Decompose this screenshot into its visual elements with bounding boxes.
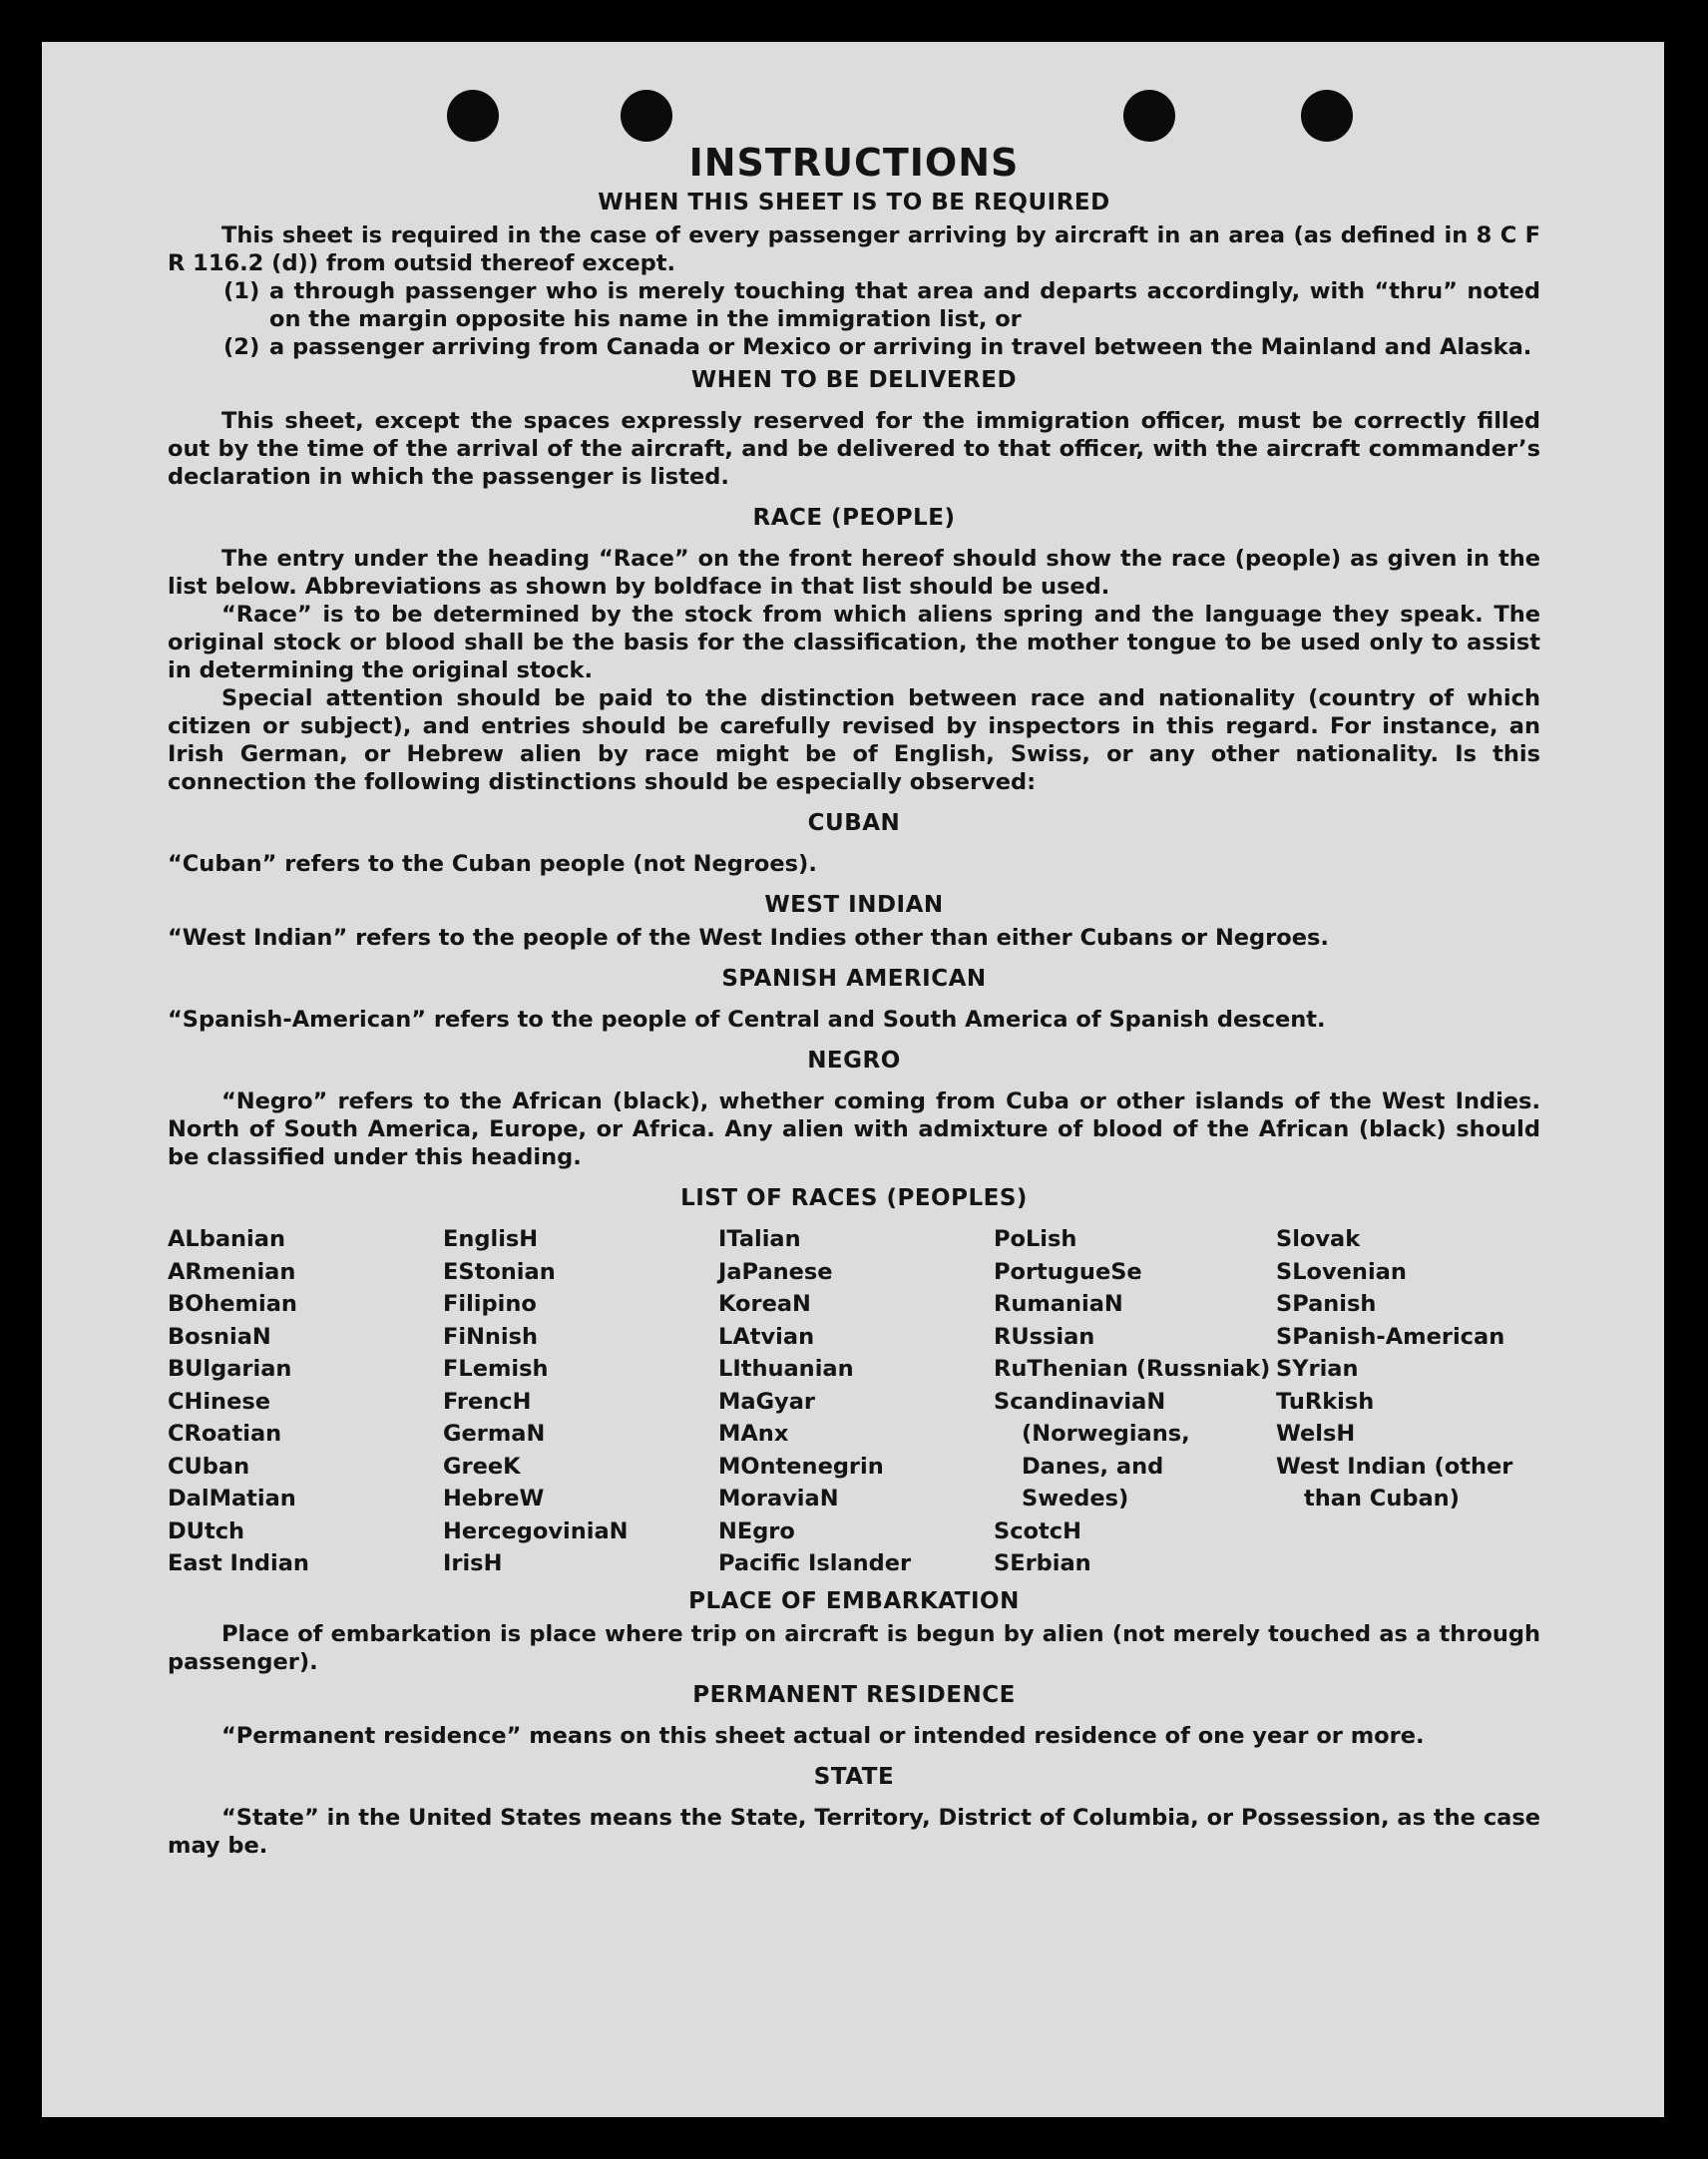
race-entry: MAnx xyxy=(718,1421,789,1447)
race-entry: BUlgarian xyxy=(168,1356,292,1382)
race-entry: EnglisH xyxy=(443,1226,539,1252)
race-entry: BOhemian xyxy=(168,1291,297,1317)
heading-when-required: WHEN THIS SHEET IS TO BE REQUIRED xyxy=(598,190,1110,216)
race-entry: RUssian xyxy=(994,1323,1095,1350)
races-column xyxy=(168,1223,443,1580)
punch-hole xyxy=(1123,90,1175,142)
punch-hole xyxy=(447,90,499,142)
race-entry: SYrian xyxy=(1276,1356,1359,1382)
heading-spanish-american: SPANISH AMERICAN xyxy=(721,966,987,992)
race-entry: SPanish-American xyxy=(1276,1323,1505,1350)
race-entry: CUban xyxy=(168,1453,250,1480)
race-paragraph: The entry under the heading “Race” on the front hereof should show the race (people) as given in the list below. Abbreviations as shown by boldface in that list should be used. xyxy=(168,546,1540,600)
race-entry: JaPanese xyxy=(718,1258,833,1285)
race-entry: IrisH xyxy=(443,1550,503,1576)
heading-permanent-residence: PERMANENT RESIDENCE xyxy=(692,1681,1016,1708)
race-entry: ALbanian xyxy=(168,1226,285,1252)
spanish-american-text: “Spanish-American” refers to the people of Central and South America of Spanish descent. xyxy=(168,1007,1326,1033)
race-entry: LAtvian xyxy=(718,1323,815,1350)
race-entry: GermaN xyxy=(443,1421,546,1447)
heading-list-of-races: LIST OF RACES (PEOPLES) xyxy=(680,1185,1028,1211)
negro-text: “Negro” refers to the African (black), whether coming from Cuba or other islands of the West Indies. North of South America, Europe, or Africa. Any alien with admixture of blood of the African (black) should be classified under this heading. xyxy=(168,1088,1540,1170)
required-intro: This sheet is required in the case of every passenger arriving by aircraft in an area (as defined in 8 C F R 116.2 (d)) from outsid thereof except. xyxy=(168,222,1540,276)
race-entry: FLemish xyxy=(443,1356,549,1382)
heading-embarkation: PLACE OF EMBARKATION xyxy=(688,1587,1020,1614)
race-entry: NEgro xyxy=(718,1517,795,1544)
race-entry: FrencH xyxy=(443,1388,532,1415)
heading-cuban: CUBAN xyxy=(807,810,901,836)
race-entry: ScotcH xyxy=(994,1517,1081,1544)
race-entry: RumaniaN xyxy=(994,1291,1123,1317)
document-sheet xyxy=(42,42,1664,2117)
race-entry: PortugueSe xyxy=(994,1258,1142,1285)
races-column xyxy=(994,1223,1276,1580)
race-entry: WelsH xyxy=(1276,1421,1356,1447)
race-entry: ARmenian xyxy=(168,1258,296,1285)
race-entry: KoreaN xyxy=(718,1291,811,1317)
race-entry: FiNnish xyxy=(443,1323,539,1350)
race-paragraph: Special attention should be paid to the distinction between race and nationality (country of which citizen or subject), and entries should be carefully revised by inspectors in this regard. For instance, an Irish German, or Hebrew alien by race might be of English, Swiss, or any other nationality. Is this connection the following distinctions should be especially observed: xyxy=(168,685,1540,795)
race-entry: CRoatian xyxy=(168,1421,282,1447)
race-entry: LIthuanian xyxy=(718,1356,854,1382)
race-entry: BosniaN xyxy=(168,1323,271,1350)
race-entry: TuRkish xyxy=(1276,1388,1375,1415)
races-column xyxy=(1276,1223,1540,1580)
race-paragraph: “Race” is to be determined by the stock from which aliens spring and the language they speak. The original stock or blood shall be the basis for the classification, the mother tongue to be used only to assist in determining the original stock. xyxy=(168,602,1540,683)
race-entry: EStonian xyxy=(443,1258,556,1285)
heading-negro: NEGRO xyxy=(807,1048,901,1074)
exception-item: (1) a through passenger who is merely touching that area and departs accordingly, with “thru” noted on the margin opposite his name in the immigration list, or xyxy=(223,278,1540,332)
state-text: “State” in the United States means the State, Territory, District of Columbia, or Possession, as the case may be. xyxy=(168,1804,1540,1859)
race-entry: GreeK xyxy=(443,1453,521,1480)
embarkation-text: Place of embarkation is place where trip on aircraft is begun by alien (not merely touched as a through passenger). xyxy=(168,1620,1540,1675)
races-column xyxy=(443,1223,718,1580)
race-entry: PoLish xyxy=(994,1226,1077,1252)
race-entry: CHinese xyxy=(168,1388,270,1415)
cuban-text: “Cuban” refers to the Cuban people (not Negroes). xyxy=(168,851,817,877)
race-entry: Filipino xyxy=(443,1291,537,1317)
races-list xyxy=(168,1223,1540,1580)
residence-text: “Permanent residence” means on this sheet actual or intended residence of one year or more. xyxy=(221,1722,1425,1749)
heading-race: RACE (PEOPLE) xyxy=(752,505,956,531)
west-indian-text: “West Indian” refers to the people of the West Indies other than either Cubans or Negroes. xyxy=(168,925,1329,951)
heading-state: STATE xyxy=(813,1763,895,1790)
race-entry: MoraviaN xyxy=(718,1486,839,1511)
punch-hole xyxy=(1301,90,1353,142)
race-entry: Pacific Islander xyxy=(718,1550,912,1576)
page-title: INSTRUCTIONS xyxy=(688,141,1020,185)
race-entry: ScandinaviaN (Norwegians, Danes, and Swedes) xyxy=(994,1388,1190,1511)
race-entry: SPanish xyxy=(1276,1291,1377,1317)
heading-when-delivered: WHEN TO BE DELIVERED xyxy=(690,367,1018,393)
exception-item: (2) a passenger arriving from Canada or Mexico or arriving in travel between the Mainland and Alaska. xyxy=(223,334,1532,360)
race-entry: SErbian xyxy=(994,1550,1091,1576)
race-entry: MaGyar xyxy=(718,1388,815,1415)
race-entry: HercegoviniaN xyxy=(443,1517,629,1544)
punch-hole xyxy=(621,90,672,142)
heading-west-indian: WEST INDIAN xyxy=(764,892,944,918)
races-column xyxy=(718,1223,994,1580)
race-entry: DUtch xyxy=(168,1517,245,1544)
race-entry: West Indian (other than Cuban) xyxy=(1276,1453,1513,1511)
race-entry: SLovenian xyxy=(1276,1258,1407,1285)
race-entry: Slovak xyxy=(1276,1226,1361,1252)
race-entry: MOntenegrin xyxy=(718,1453,884,1480)
race-entry: ITalian xyxy=(718,1226,801,1252)
exception-list xyxy=(168,277,1540,361)
instructions-content xyxy=(168,138,1540,1860)
race-entry: DalMatian xyxy=(168,1486,296,1511)
race-entry: RuThenian (Russniak) xyxy=(994,1356,1271,1382)
delivered-text: This sheet, except the spaces expressly reserved for the immigration officer, must be correctly filled out by the time of the arrival of the aircraft, and be delivered to that officer, with the aircraft commander’s declaration in which the passenger is listed. xyxy=(168,408,1540,490)
race-entry: HebreW xyxy=(443,1486,545,1511)
race-entry: East Indian xyxy=(168,1550,309,1576)
